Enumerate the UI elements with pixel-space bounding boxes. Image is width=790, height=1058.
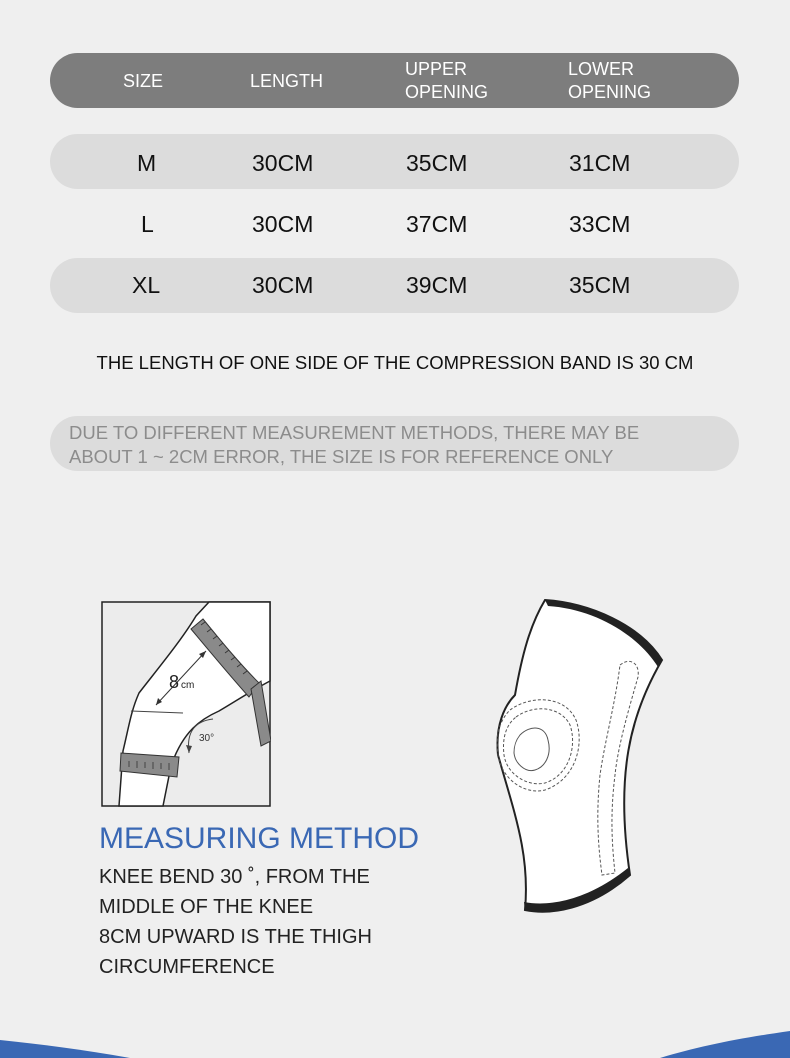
header-length: LENGTH — [250, 71, 324, 91]
measuring-method-description — [99, 862, 372, 982]
description-line: 8CM UPWARD IS THE THIGH — [99, 926, 372, 948]
measuring-diagram — [101, 601, 271, 807]
distance-label: 8 — [169, 672, 180, 692]
header-lower-opening: LOWER OPENING — [568, 59, 652, 102]
cell-lower: 31CM — [569, 150, 631, 176]
cell-size: L — [141, 211, 154, 237]
cell-upper: 39CM — [406, 272, 468, 298]
cell-upper: 37CM — [406, 211, 468, 237]
distance-unit: cm — [181, 680, 195, 691]
header-upper-opening: UPPER OPENING — [405, 59, 489, 102]
header-size: SIZE — [123, 71, 164, 91]
disclaimer — [50, 416, 739, 471]
cell-lower: 33CM — [569, 211, 631, 237]
description-line: MIDDLE OF THE KNEE — [99, 896, 314, 918]
cell-upper: 35CM — [406, 150, 468, 176]
measuring-method-title: MEASURING METHOD — [99, 822, 420, 855]
band-length-note: THE LENGTH OF ONE SIDE OF THE COMPRESSION BAND IS 30 CM — [96, 352, 694, 373]
cell-length: 30CM — [252, 150, 314, 176]
table-row — [50, 258, 739, 313]
description-line: CIRCUMFERENCE — [99, 956, 275, 978]
knee-sleeve-illustration — [490, 595, 670, 917]
cell-length: 30CM — [252, 211, 314, 237]
table-header — [50, 53, 739, 108]
cell-length: 30CM — [252, 272, 314, 298]
description-line: KNEE BEND 30 ˚, FROM THE — [99, 866, 370, 888]
cell-size: XL — [132, 272, 161, 298]
bottom-accent — [0, 1026, 790, 1058]
disclaimer-line: ABOUT 1 ~ 2CM ERROR, THE SIZE IS FOR REFERENCE ONLY — [69, 445, 614, 467]
angle-label: 30° — [199, 733, 215, 744]
table-row — [50, 196, 739, 251]
table-row — [50, 134, 739, 189]
disclaimer-line: DUE TO DIFFERENT MEASUREMENT METHODS, THERE MAY BE — [69, 422, 640, 443]
cell-lower: 35CM — [569, 272, 631, 298]
cell-size: M — [137, 150, 157, 176]
